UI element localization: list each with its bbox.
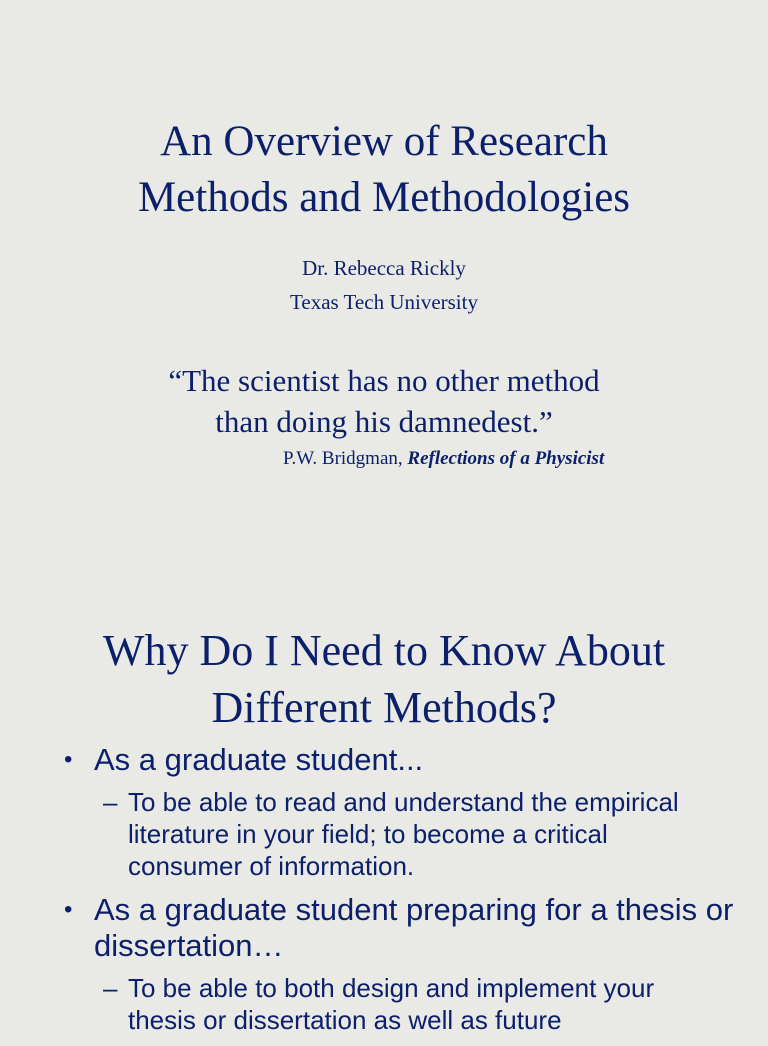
slide-1-title-line-1: An Overview of Research xyxy=(160,118,608,165)
institution-name: Texas Tech University xyxy=(290,290,478,314)
bullet-list xyxy=(0,742,768,1046)
author-name: Dr. Rebecca Rickly xyxy=(302,256,466,280)
sub-bullet-item xyxy=(0,972,768,1036)
slide-1-title-line-2: Methods and Methodologies xyxy=(137,174,631,221)
bullet-marker: • xyxy=(64,896,73,923)
attribution-author: P.W. Bridgman, xyxy=(283,448,408,469)
quote xyxy=(0,360,768,442)
slide-2-title-line-1: Why Do I Need to Know About xyxy=(102,626,666,675)
bullet-text: As a graduate student... xyxy=(94,742,424,777)
sub-bullet-item xyxy=(0,786,768,882)
slide-2-title xyxy=(0,622,768,736)
sub-bullet-marker: – xyxy=(103,787,118,817)
bullet-text: As a graduate student preparing for a thesis or dissertation… xyxy=(94,892,734,963)
quote-line-1: “The scientist has no other method xyxy=(168,363,600,398)
slide-1-title xyxy=(0,114,768,226)
quote-attribution xyxy=(283,448,604,470)
sub-bullet-marker: – xyxy=(103,973,118,1003)
bullet-item xyxy=(0,742,768,778)
attribution-work-title: Reflections of a Physicist xyxy=(407,448,605,469)
slide-2-title-line-2: Different Methods? xyxy=(211,683,557,732)
quote-line-2: than doing his damnedest.” xyxy=(215,404,553,439)
slide-2 xyxy=(0,580,768,1035)
sub-bullet-text: To be able to both design and implement your thesis or dissertation as well as future xyxy=(128,973,655,1035)
bullet-item xyxy=(0,892,768,964)
sub-bullet-text: To be able to read and understand the empirical literature in your field; to become a critical consumer of information. xyxy=(128,787,679,881)
bullet-marker: • xyxy=(64,746,73,773)
